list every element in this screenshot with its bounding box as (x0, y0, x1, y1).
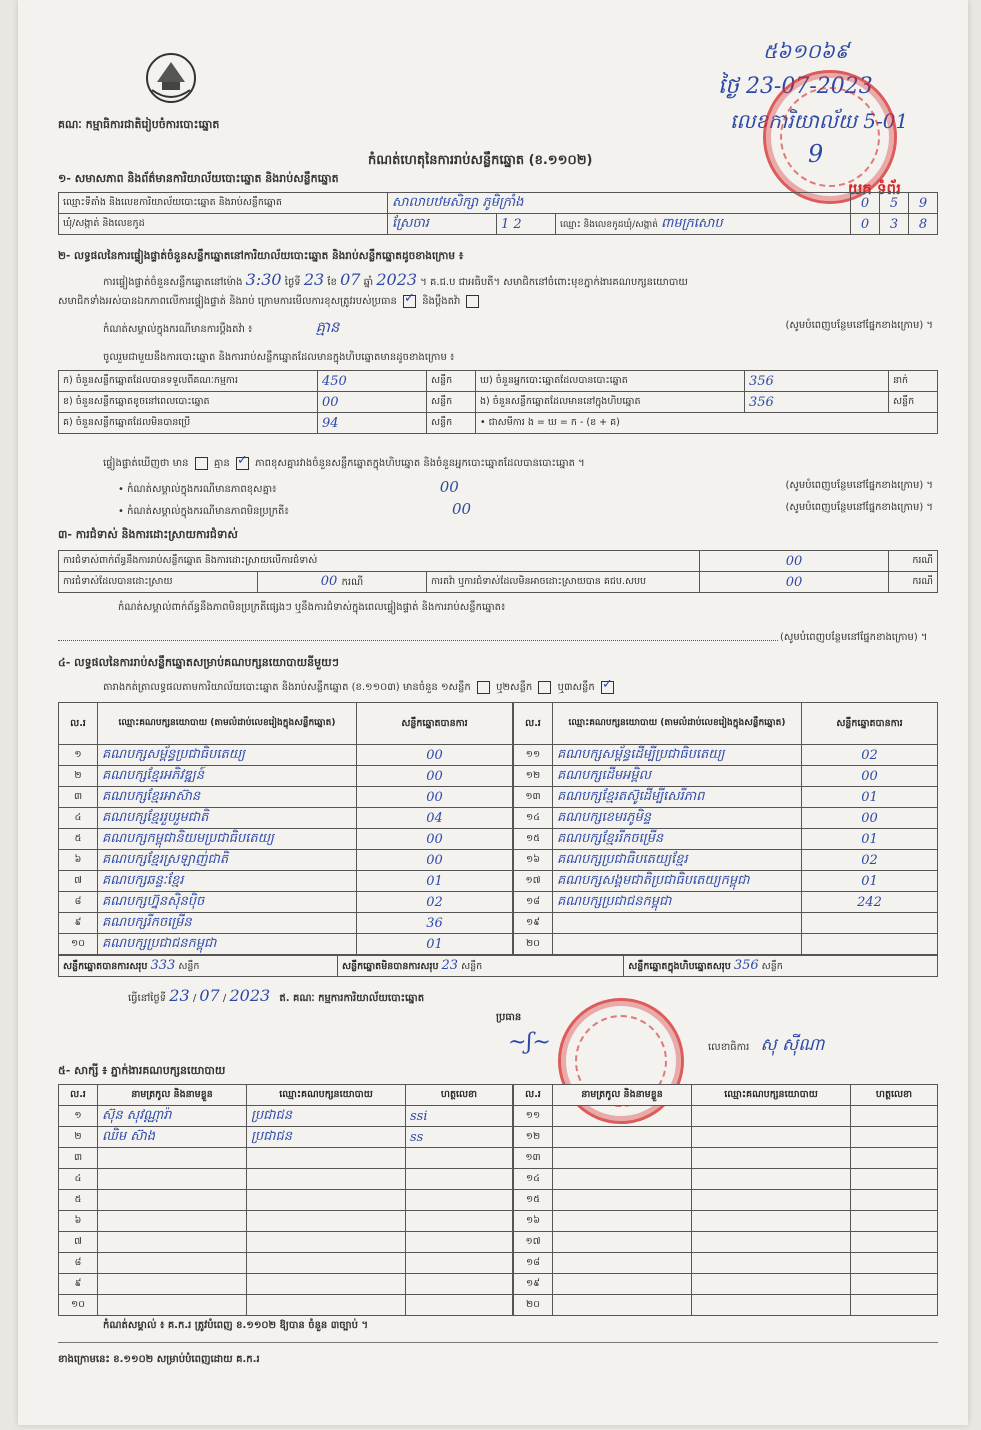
table-row (59, 808, 513, 829)
table-row (514, 829, 938, 850)
row-number: ១៥ (514, 1190, 553, 1211)
emblem-icon (142, 48, 200, 108)
table-row (514, 1232, 938, 1253)
row-number: ៦ (59, 1211, 98, 1232)
empty-cell (553, 1253, 692, 1274)
row-number: ៩ (59, 1274, 98, 1295)
table-row (514, 1253, 938, 1274)
table-row (514, 1106, 938, 1127)
table-row (514, 850, 938, 871)
witness-name (98, 1274, 247, 1295)
s3-row2-value: 00 ករណី (258, 572, 427, 593)
row-number: ១២ (514, 766, 553, 787)
valid-votes: 242 (802, 892, 938, 913)
row-number: ២០ (514, 934, 553, 955)
s2-line1: ការផ្ទៀងផ្ទាត់ចំនួនសន្លឹកឆ្នោតនៅម៉ោង 3:30 ថ្ងៃទី 23 ខែ 07 ឆ្នាំ 2023 ។ គ.ជ.ប ជាអធិបតី។ សមាជិកនៅចំពោះមុខភ្នាក់ងារគណបក្សនយោបាយ (103, 270, 688, 289)
s2-row-b-unit: សន្លឹក (427, 392, 476, 413)
witness-name (98, 1148, 247, 1169)
s2-bullet1: • កំណត់សម្គាល់ក្នុងករណីមានភាពខុសគ្នា៖ 00 (សូមបំពេញបន្ថែមនៅផ្នែកខាងក្រោម) ។ (118, 478, 933, 496)
table-row (59, 1190, 513, 1211)
party-name: គណបក្សប្រជាជនកម្ពុជា (98, 934, 357, 955)
party-name: គណបក្សខ្មែរអភិវឌ្ឍន៍ (98, 766, 357, 787)
row-number: ១ (59, 1106, 98, 1127)
table-row (59, 829, 513, 850)
row-number: ៩ (59, 913, 98, 934)
witness-signature (406, 1295, 513, 1316)
table-row (59, 1127, 513, 1148)
witness-name (98, 1232, 247, 1253)
s3-table (58, 550, 938, 593)
empty-cell (553, 1232, 692, 1253)
table-row (59, 1253, 513, 1274)
row-number: ៥ (59, 1190, 98, 1211)
valid-votes (802, 913, 938, 934)
row-number: ៥ (59, 829, 98, 850)
empty-cell (851, 1106, 938, 1127)
table-row (514, 1211, 938, 1232)
corner-note-1: ៥៦១០៦៩ (763, 39, 849, 63)
witness-signature (406, 1190, 513, 1211)
row-number: ២ (59, 1127, 98, 1148)
section2-heading: ២- លទ្ធផលនៃការផ្ទៀងផ្ទាត់ចំនួនសន្លឹកឆ្នោតនៅការិយាល័យបោះឆ្នោត និងរាប់សន្លឹកឆ្នោតដូចខាងក្រោម ៖ (58, 250, 464, 262)
s1-code-1: 0 (851, 193, 880, 214)
corner-stamp-text: យក ទំព័រ (848, 180, 901, 198)
party-name: គណបក្សខ្មែរតស៊ូដើម្បីសេរីភាព (553, 787, 802, 808)
org-name: គណៈ កម្មាធិការជាតិរៀបចំការបោះឆ្នោត (58, 118, 220, 131)
table-row (59, 850, 513, 871)
valid-votes: 02 (802, 745, 938, 766)
party-name: គណបក្សខ្មែរអាស៊ាន (98, 787, 357, 808)
empty-cell (553, 1190, 692, 1211)
s3-row2-unit-b: ករណី (889, 572, 938, 593)
s2-count-table (58, 370, 938, 434)
valid-votes: 01 (357, 934, 513, 955)
s4-intro: តារាងកត់ត្រាលទ្ធផលតាមការិយាល័យបោះឆ្នោត និងរាប់សន្លឹកឆ្នោត (ខ.១១០៣) មានចំនួន ១សន្លឹក ឬ២សន្លឹក ឬ៣សន្លឹក ✓ (103, 680, 617, 695)
valid-votes: 00 (802, 766, 938, 787)
s1-row2-value: ស្រែចារ (388, 214, 497, 235)
table-row (514, 787, 938, 808)
form-title: កំណត់ហេតុនៃការរាប់សន្លឹកឆ្នោត (ខ.១១០២) (368, 153, 593, 168)
table-row (59, 787, 513, 808)
row-number: ១៨ (514, 892, 553, 913)
party-name: គណបក្សសម្ព័ន្ធដើម្បីប្រជាធិបតេយ្យ (553, 745, 802, 766)
row-number: ១៧ (514, 1232, 553, 1253)
s5-col-name-r: នាមត្រកូល និងនាមខ្លួន (553, 1085, 692, 1106)
empty-cell (692, 1169, 851, 1190)
witness-party: ប្រជាជន (247, 1106, 406, 1127)
s5-col-party-r: ឈ្មោះគណបក្សនយោបាយ (692, 1085, 851, 1106)
s2-row-a-rvalue: 356 (745, 371, 889, 392)
s2-bullet2: • កំណត់សម្គាល់ក្នុងករណីមានភាពមិនប្រក្រតី៖ 00 (សូមបំពេញបន្ថែមនៅផ្នែកខាងក្រោម) ។ (118, 500, 933, 518)
empty-cell (851, 1295, 938, 1316)
row-number: ១១ (514, 1106, 553, 1127)
row-number: ១១ (514, 745, 553, 766)
corner-note-3: លេខការិយាល័យ 5-01 (730, 109, 909, 133)
section4-heading: ៤- លទ្ធផលនៃការរាប់សន្លឹកឆ្នោតសម្រាប់គណបក្សនយោបាយនីមួយៗ (58, 656, 339, 669)
s4-col-votes: សន្លឹកឆ្នោតបានការ (357, 703, 513, 745)
empty-cell (851, 1274, 938, 1295)
empty-cell (692, 1127, 851, 1148)
empty-cell (553, 1211, 692, 1232)
row-number: ១២ (514, 1127, 553, 1148)
s4-totals (58, 955, 938, 977)
witness-name (98, 1211, 247, 1232)
s4-col-party-r: ឈ្មោះគណបក្សនយោបាយ (តាមលំដាប់លេខរៀងក្នុងសន្លឹកឆ្នោត) (553, 703, 802, 745)
party-name (553, 913, 802, 934)
party-name: គណបក្សប្រជាធិបតេយ្យខ្មែរ (553, 850, 802, 871)
valid-votes: 36 (357, 913, 513, 934)
s3-note-hint: (សូមបំពេញបន្ថែមនៅផ្នែកខាងក្រោម) ។ (780, 632, 928, 643)
empty-cell (553, 1106, 692, 1127)
s4-col-votes-r: សន្លឹកឆ្នោតបានការ (802, 703, 938, 745)
empty-cell (692, 1232, 851, 1253)
table-row (514, 1148, 938, 1169)
s1-row2-code-1: 0 (851, 214, 880, 235)
section1-table (58, 192, 938, 235)
witness-name: ស៊ុន សុវណ្ណារ៉ា (98, 1106, 247, 1127)
table-row (59, 892, 513, 913)
table-row (514, 1169, 938, 1190)
s1-row2-label: ឃុំ/សង្កាត់ និងលេខកូដ (59, 214, 388, 235)
party-name: គណបក្សខ្មែររីកចម្រើន (553, 829, 802, 850)
empty-cell (851, 1127, 938, 1148)
table-row (514, 808, 938, 829)
row-number: ១៣ (514, 1148, 553, 1169)
row-number: ១៣ (514, 787, 553, 808)
row-number: ១៨ (514, 1253, 553, 1274)
s5-col-sign: ហត្ថលេខា (406, 1085, 513, 1106)
table-row (59, 1211, 513, 1232)
witness-party (247, 1148, 406, 1169)
s2-row-b-label: ខ) ចំនួនសន្លឹកឆ្នោតខូចនៅពេលបោះឆ្នោត (59, 392, 318, 413)
s4-date: ធ្វើនៅថ្ងៃទី 23 / 07 / 2023 ឥ. គណៈ កម្មការការិយាល័យបោះឆ្នោត (128, 986, 425, 1005)
s4-check-1[interactable] (477, 681, 490, 694)
empty-cell (692, 1190, 851, 1211)
table-row (59, 1148, 513, 1169)
table-row (59, 934, 513, 955)
witness-signature (406, 1232, 513, 1253)
table-row (514, 913, 938, 934)
table-row (59, 1232, 513, 1253)
party-name: គណបក្សកម្ពុជានិយមប្រជាធិបតេយ្យ (98, 829, 357, 850)
s3-row2-label-b: ការតវ៉ា ឬការជំទាស់ដែលមិនអាចដោះស្រាយបាន គជប.សបប (427, 572, 700, 593)
s4-col-no-r: ល.រ (514, 703, 553, 745)
s5-col-name: នាមត្រកូល និងនាមខ្លួន (98, 1085, 247, 1106)
bottom-note: ខាងក្រោមនេះ ខ.១១០២ សម្រាប់បំពេញដោយ គ.ក.រ (58, 1354, 260, 1365)
party-name: គណបក្សខ្មែររួបរួមជាតិ (98, 808, 357, 829)
s1-row1-value: សាលាបឋមសិក្សា ភូមិក្រាំង (388, 193, 851, 214)
table-row (514, 1295, 938, 1316)
s2-check-has[interactable] (195, 457, 208, 470)
row-number: ៨ (59, 892, 98, 913)
section5-heading: ៥- សាក្សី ៖ ភ្នាក់ងារគណបក្សនយោបាយ (58, 1064, 226, 1077)
valid-votes: 01 (802, 829, 938, 850)
table-row (514, 871, 938, 892)
row-number: ៨ (59, 1253, 98, 1274)
row-number: ១៦ (514, 1211, 553, 1232)
valid-votes: 00 (357, 787, 513, 808)
s2-intro: ចូលរួមជាមួយនឹងការបោះឆ្នោត និងការរាប់សន្លឹកឆ្នោតដែលមានក្នុងហិបឆ្នោតមានដូចខាងក្រោម ៖ (103, 352, 455, 363)
s2-row-a-runit: នាក់ (889, 371, 938, 392)
s2-check-none[interactable] (236, 457, 249, 470)
s3-row2-label: ការជំទាស់ដែលបានដោះស្រាយ (59, 572, 258, 593)
s4-total-b: សន្លឹកឆ្នោតមិនបានការសរុប 23 សន្លឹក (338, 956, 624, 977)
s3-note: កំណត់សម្គាល់ពាក់ព័ន្ធនឹងភាពមិនប្រក្រតីផ្សេងៗ ឬនឹងការជំទាស់ក្នុងពេលផ្ទៀងផ្ទាត់ និងការរាប់សន្លឹកឆ្នោត៖ (118, 602, 506, 613)
s4-check-3[interactable] (601, 681, 614, 694)
witness-signature: ssi (406, 1106, 513, 1127)
s1-row2-code-3: 8 (909, 214, 938, 235)
witness-party (247, 1253, 406, 1274)
row-number: ១ (59, 745, 98, 766)
s2-row-a-rlabel: ឃ) ចំនួនអ្នកបោះឆ្នោតដែលបានបោះឆ្នោត (476, 371, 745, 392)
s2-row-a-unit: សន្លឹក (427, 371, 476, 392)
witness-name (98, 1253, 247, 1274)
valid-votes: 00 (357, 766, 513, 787)
witness-signature (406, 1253, 513, 1274)
valid-votes: 01 (802, 787, 938, 808)
party-name: គណបក្សដើមអម្ពិល (553, 766, 802, 787)
footer-divider (58, 1342, 938, 1343)
s2-check-a[interactable] (403, 295, 416, 308)
table-row (514, 745, 938, 766)
empty-cell (553, 1169, 692, 1190)
s1-row1-label: ឈ្មោះទីតាំង និងលេខការិយាល័យបោះឆ្នោត និងរាប់សន្លឹកឆ្នោត (59, 193, 388, 214)
row-number: ៧ (59, 871, 98, 892)
row-number: ៦ (59, 850, 98, 871)
witness-party (247, 1274, 406, 1295)
section3-heading: ៣- ការជំទាស់ និងការដោះស្រាយការជំទាស់ (58, 528, 238, 541)
party-name: គណបក្សសម្ព័ន្ធប្រជាធិបតេយ្យ (98, 745, 357, 766)
s4-secretary: លេខាធិការ សុ ស៊ីណា (708, 1035, 825, 1055)
s5-col-no: ល.រ (59, 1085, 98, 1106)
s5-col-party: ឈ្មោះគណបក្សនយោបាយ (247, 1085, 406, 1106)
party-name: គណបក្សសង្គមជាតិប្រជាធិបតេយ្យកម្ពុជា (553, 871, 802, 892)
party-name: គណបក្សឆន្ទៈខ្មែរ (98, 871, 357, 892)
s2-check-b[interactable] (466, 295, 479, 308)
s3-row2-value-b: 00 (700, 572, 889, 593)
valid-votes: 00 (357, 745, 513, 766)
s5-col-sign-r: ហត្ថលេខា (851, 1085, 938, 1106)
empty-cell (692, 1211, 851, 1232)
empty-cell (553, 1295, 692, 1316)
row-number: ៧ (59, 1232, 98, 1253)
s2-row-b-value: 00 (318, 392, 427, 413)
s2-row-a-value: 450 (318, 371, 427, 392)
party-name: គណបក្សហ្វ៊ុនស៊ិនប៉ិច (98, 892, 357, 913)
s2-row-c-unit: សន្លឹក (427, 413, 476, 434)
s4-results-right (513, 702, 938, 955)
row-number: ១៥ (514, 829, 553, 850)
empty-cell (851, 1190, 938, 1211)
row-number: ១០ (59, 1295, 98, 1316)
witness-signature (406, 1274, 513, 1295)
s4-total-c: សន្លឹកឆ្នោតក្នុងហិបឆ្នោតសរុប 356 សន្លឹក (624, 956, 938, 977)
table-row (59, 1295, 513, 1316)
party-name: គណបក្សខ្មែរស្រឡាញ់ជាតិ (98, 850, 357, 871)
table-row (59, 913, 513, 934)
row-number: ១៦ (514, 850, 553, 871)
s2-row-b-rlabel: ង) ចំនួនសន្លឹកឆ្នោតដែលមាននៅក្នុងហិបឆ្នោត (476, 392, 745, 413)
witness-party: ប្រជាជន (247, 1127, 406, 1148)
witness-name (98, 1169, 247, 1190)
section1-heading: ១- សមាសភាព និងព័ត៌មានការិយាល័យបោះឆ្នោត និងរាប់សន្លឹកឆ្នោត (58, 172, 339, 185)
s1-code-3: 9 (909, 193, 938, 214)
empty-cell (851, 1232, 938, 1253)
empty-cell (692, 1106, 851, 1127)
row-number: ៤ (59, 1169, 98, 1190)
witness-party (247, 1211, 406, 1232)
table-row (514, 1127, 938, 1148)
row-number: ១៩ (514, 1274, 553, 1295)
witness-signature (406, 1169, 513, 1190)
empty-cell (851, 1253, 938, 1274)
s1-row2-num: 1 2 (497, 214, 556, 235)
s4-chair: ប្រធាន (496, 1012, 522, 1023)
s4-col-party: ឈ្មោះគណបក្សនយោបាយ (តាមលំដាប់លេខរៀងក្នុងសន្លឹកឆ្នោត) (98, 703, 357, 745)
table-row (514, 766, 938, 787)
witness-party (247, 1169, 406, 1190)
row-number: ៣ (59, 787, 98, 808)
s1-row2-label-b: ឈ្មោះ និងលេខកូដឃុំ/សង្កាត់ ពាមក្រសោប (556, 214, 851, 235)
table-row (514, 1190, 938, 1211)
s5-witness-left (58, 1084, 513, 1316)
valid-votes: 00 (357, 829, 513, 850)
s5-col-no-r: ល.រ (514, 1085, 553, 1106)
party-name: គណបក្សប្រជាជនកម្ពុជា (553, 892, 802, 913)
s3-note-line (58, 640, 778, 641)
valid-votes: 04 (357, 808, 513, 829)
s5-witness-right (513, 1084, 938, 1316)
row-number: ៤ (59, 808, 98, 829)
s1-code-2: 5 (880, 193, 909, 214)
row-number: ២០ (514, 1295, 553, 1316)
s1-row2-code-2: 3 (880, 214, 909, 235)
empty-cell (851, 1211, 938, 1232)
empty-cell (553, 1148, 692, 1169)
s2-row-b-rvalue: 356 (745, 392, 889, 413)
s4-check-2[interactable] (538, 681, 551, 694)
s2-row-c-label: គ) ចំនួនសន្លឹកឆ្នោតដែលមិនបានប្រើ (59, 413, 318, 434)
s2-row-c-rlabel: • ជាសមីការ ង = ឃ = ក - (ខ + គ) (476, 413, 938, 434)
valid-votes: 01 (357, 871, 513, 892)
table-row (59, 871, 513, 892)
empty-cell (692, 1295, 851, 1316)
table-row (59, 1169, 513, 1190)
party-name: គណបក្សខេមរភូមិន្ទ (553, 808, 802, 829)
party-name (553, 934, 802, 955)
witness-signature: ss (406, 1127, 513, 1148)
table-row (514, 934, 938, 955)
witness-signature (406, 1148, 513, 1169)
s4-col-no: ល.រ (59, 703, 98, 745)
empty-cell (553, 1127, 692, 1148)
witness-party (247, 1232, 406, 1253)
corner-note-2: ថ្ងៃ 23-07-2023 (718, 74, 873, 99)
s4-total-a: សន្លឹកឆ្នោតបានការសរុប 333 សន្លឹក (59, 956, 338, 977)
witness-name: ឈិម ស៊ាង (98, 1127, 247, 1148)
valid-votes: 01 (802, 871, 938, 892)
valid-votes: 02 (802, 850, 938, 871)
row-number: ១៩ (514, 913, 553, 934)
empty-cell (692, 1253, 851, 1274)
witness-party (247, 1295, 406, 1316)
valid-votes: 00 (357, 850, 513, 871)
empty-cell (692, 1148, 851, 1169)
row-number: ៣ (59, 1148, 98, 1169)
form-sheet (18, 0, 968, 1425)
row-number: ១០ (59, 934, 98, 955)
valid-votes (802, 934, 938, 955)
s4-results-left (58, 702, 513, 955)
empty-cell (851, 1169, 938, 1190)
s3-row1-value: 00 (700, 551, 889, 572)
s4-chair-signature: ~ʃ~ (508, 1030, 551, 1055)
s5-footnote: កំណត់សម្គាល់ ៖ គ.ក.រ ត្រូវបំពេញ ខ.១១០២ ឱ្យបាន ចំនួន ៣ច្បាប់ ។ (103, 1320, 369, 1331)
corner-note-4: 9 (808, 140, 824, 168)
s2-note: កំណត់សម្គាល់ក្នុងករណីមានការប្តឹងតវ៉ា ៖ គ្មាន (សូមបំពេញបន្ថែមនៅផ្នែកខាងក្រោម) ។ (103, 318, 933, 336)
table-row (59, 1274, 513, 1295)
valid-votes: 00 (802, 808, 938, 829)
table-row (59, 766, 513, 787)
empty-cell (553, 1274, 692, 1295)
witness-signature (406, 1211, 513, 1232)
table-row (59, 1106, 513, 1127)
row-number: ១៤ (514, 808, 553, 829)
table-row (514, 892, 938, 913)
s2-row-b-runit: សន្លឹក (889, 392, 938, 413)
table-row (514, 1274, 938, 1295)
valid-votes: 02 (357, 892, 513, 913)
empty-cell (692, 1274, 851, 1295)
s3-row1-label: ការជំទាស់ពាក់ព័ន្ធនឹងការរាប់សន្លឹកឆ្នោត និងការដោះស្រាយលើការជំទាស់ (59, 551, 700, 572)
s2-row-a-label: ក) ចំនួនសន្លឹកឆ្នោតដែលបានទទួលពីគណៈកម្មការ (59, 371, 318, 392)
s2-line2: សមាជិកទាំងអស់បានឯកភាពលើការផ្ទៀងផ្ទាត់ និងរាប់ ក្រោមការមើលការខុសត្រូវរបស់ប្រធាន ✓ និងប្តឹងតវ៉ា (58, 294, 482, 309)
s2-row-c-value: 94 (318, 413, 427, 434)
witness-name (98, 1295, 247, 1316)
s2-check-line: ផ្ទៀងផ្ទាត់ឃើញថា មាន គ្មាន ✓ ភាពខុសគ្នារវាងចំនួនសន្លឹកឆ្នោតក្នុងហិបឆ្នោត និងចំនួនអ្នកបោះឆ្នោតដែលបានបោះឆ្នោត ។ (103, 456, 585, 471)
witness-party (247, 1190, 406, 1211)
row-number: ២ (59, 766, 98, 787)
empty-cell (851, 1148, 938, 1169)
row-number: ១៤ (514, 1169, 553, 1190)
table-row (59, 745, 513, 766)
party-name: គណបក្សរីកចម្រើន (98, 913, 357, 934)
row-number: ១៧ (514, 871, 553, 892)
witness-name (98, 1190, 247, 1211)
s3-row1-unit: ករណី (889, 551, 938, 572)
